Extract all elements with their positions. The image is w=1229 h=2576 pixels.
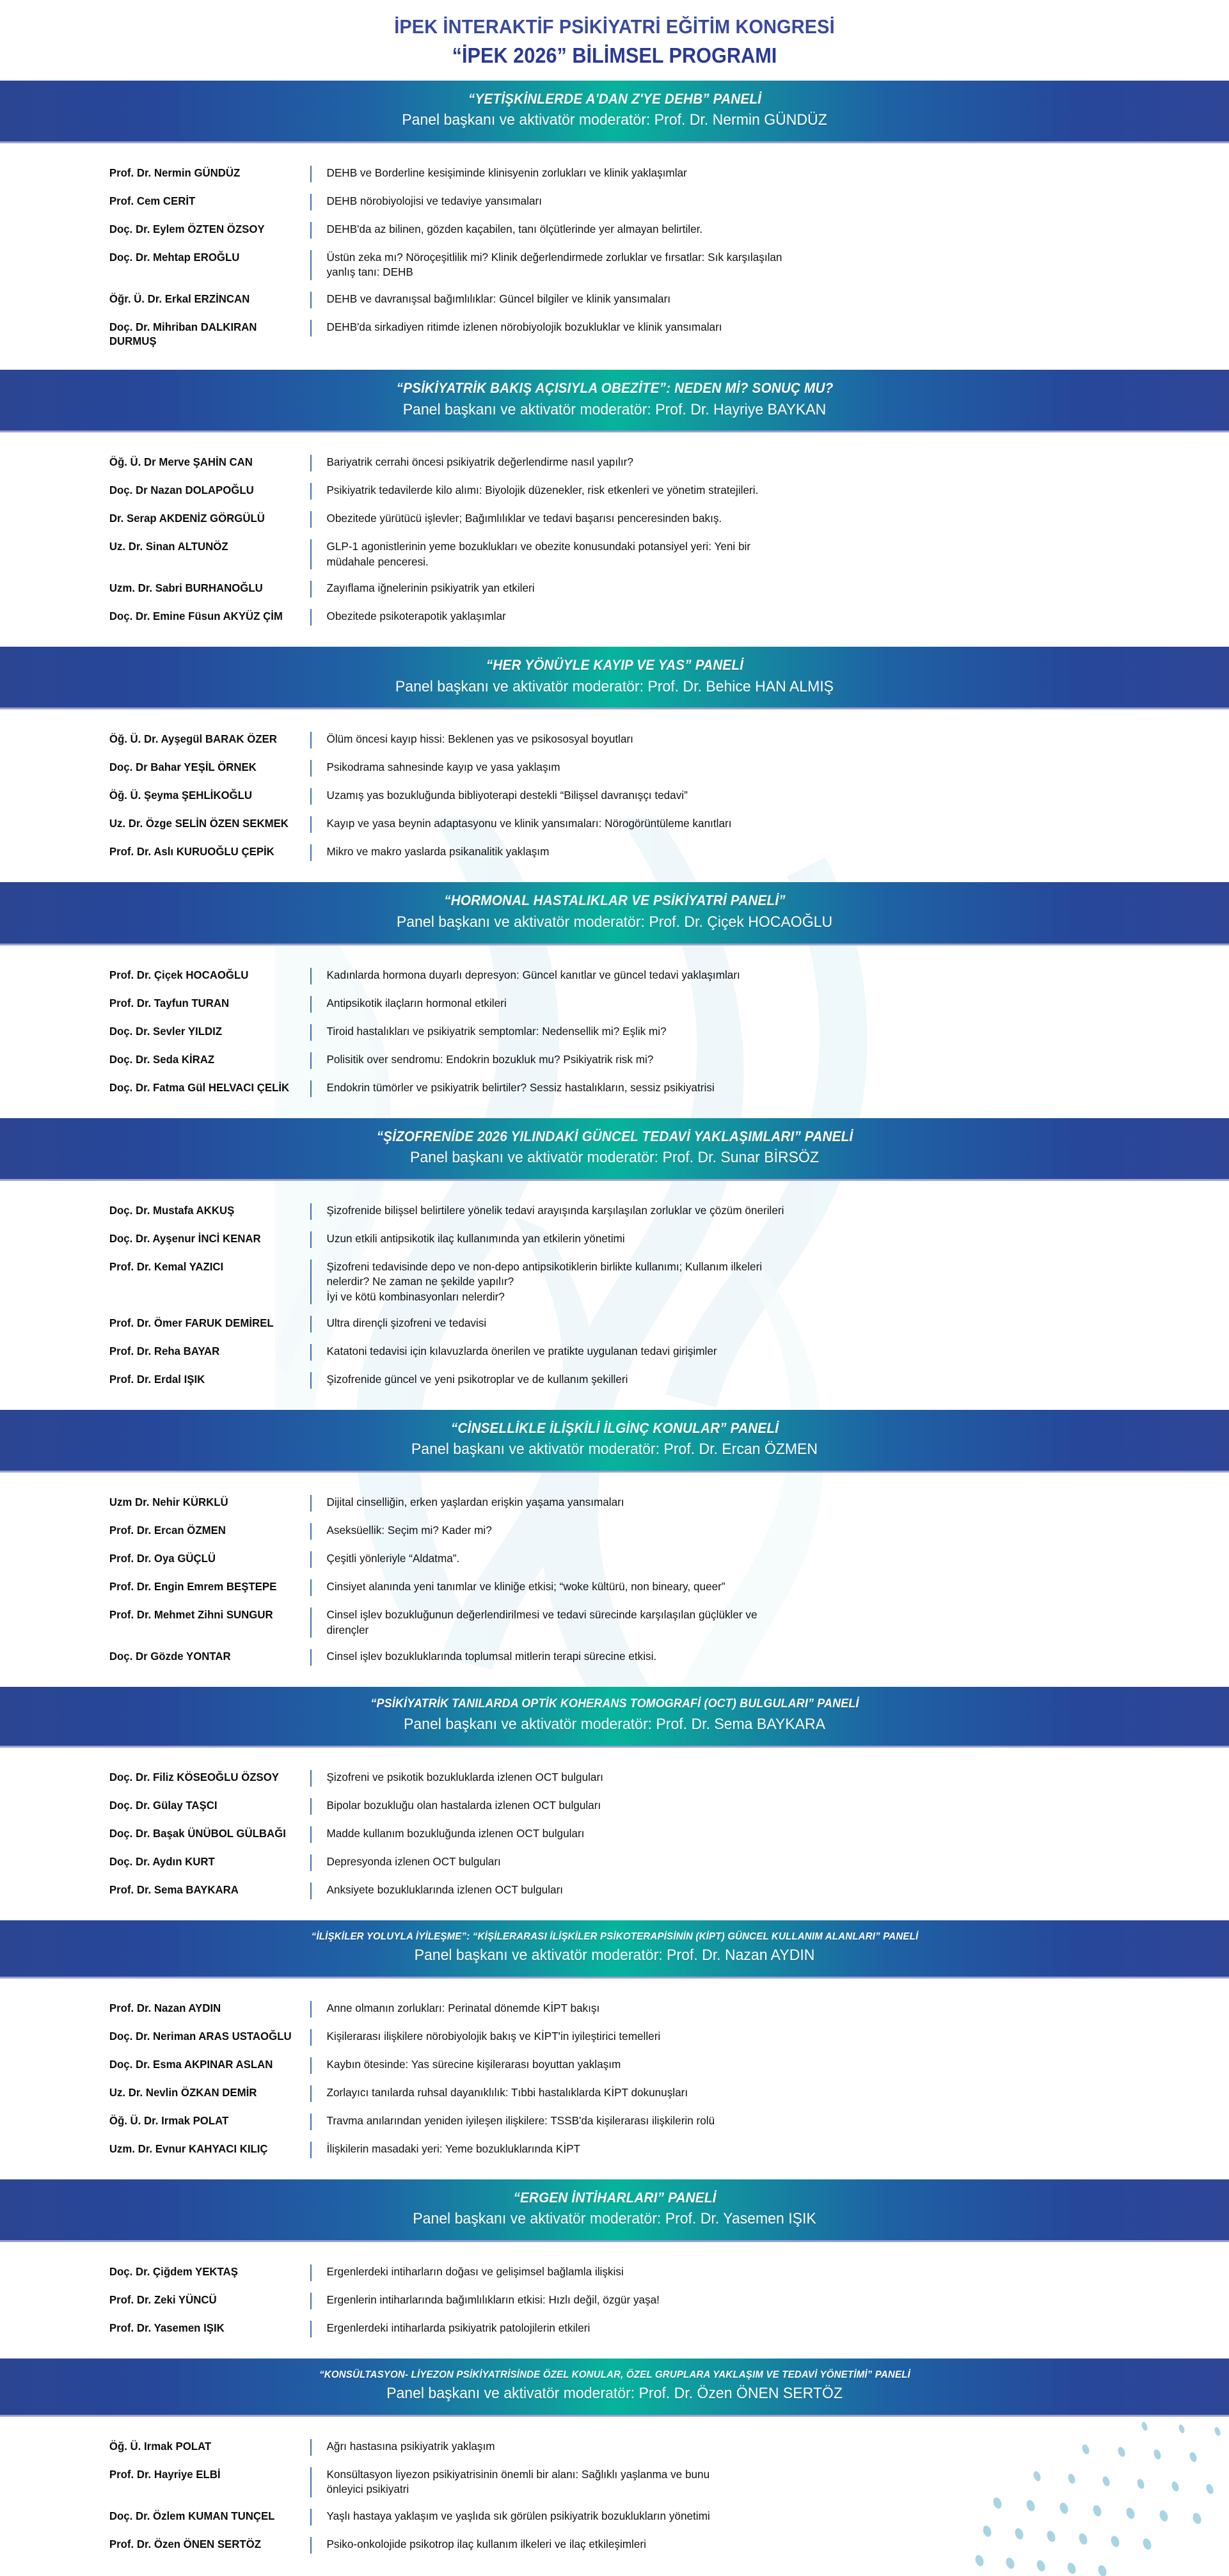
talk-topic — [310, 250, 1210, 280]
talk-topic-line: Psikiyatrik tedavilerde kilo alımı: Biyolojik düzenekler, risk etkenleri ve yönetim stratejileri. — [326, 484, 759, 497]
panel-section — [0, 882, 1229, 1118]
talk-topic-line: Tiroid hastalıkları ve psikiyatrik semptomlar: Nedensellik mi? Eşlik mi? — [326, 1024, 667, 1038]
table-row — [0, 1821, 1229, 1849]
panel-header-band — [0, 882, 1229, 945]
table-row — [0, 754, 1229, 782]
panel-title: “ERGEN İNTİHARLARI” PANELİ — [512, 2189, 717, 2206]
speaker-name: Prof. Dr. Yasemen IŞIK — [109, 2321, 225, 2334]
table-row — [0, 1254, 1229, 1310]
talk-topic — [310, 455, 1210, 471]
table-row — [0, 244, 1229, 286]
speaker-name: Uz. Dr. Özge SELİN ÖZEN SEKMEK — [109, 817, 289, 830]
speaker-name: Doç. Dr Bahar YEŞİL ÖRNEK — [109, 761, 257, 774]
talk-topic-line: önleyici psikiyatri — [326, 2483, 409, 2496]
talk-topic-line: Uzun etkili antipsikotik ilaç kullanımında yan etkilerin yönetimi — [326, 1231, 625, 1245]
speaker-name: Doç. Dr. Neriman ARAS USTAOĞLU — [109, 2029, 292, 2043]
table-row — [0, 2051, 1229, 2080]
talk-topic-line: Anne olmanın zorlukları: Perinatal dönemde KİPT bakışı — [326, 2001, 600, 2014]
speaker-name: Uzm. Dr. Evnur KAHYACI KILIÇ — [109, 2142, 268, 2155]
talk-table — [0, 709, 1229, 882]
speaker-name: Doç. Dr. Emine Füsun AKYÜZ ÇİM — [109, 610, 283, 623]
talk-topic — [310, 1495, 1210, 1512]
speaker-name: Doç. Dr. Mehtap EROĞLU — [109, 250, 240, 264]
talk-topic — [310, 2439, 1210, 2456]
speaker-name: Doç. Dr. Esma AKPINAR ASLAN — [109, 2057, 273, 2071]
panel-header-band — [0, 1410, 1229, 1473]
talk-topic — [310, 2509, 1210, 2525]
talk-topic-line: Şizofreni ve psikotik bozukluklarda izlenen OCT bulguları — [326, 1770, 603, 1783]
panel-moderator: Panel başkanı ve aktivatör moderatör: Prof. Dr. Hayriye BAYKAN — [402, 400, 827, 418]
speaker-name: Doç. Dr. Başak ÜNÜBOL GÜLBAĞI — [109, 1826, 286, 1840]
panel-section — [0, 2179, 1229, 2359]
talk-topic-line: Antipsikotik ilaçların hormonal etkileri — [326, 996, 507, 1009]
table-row — [0, 449, 1229, 477]
talk-topic-line: Kadınlarda hormona duyarlı depresyon: Güncel kanıtlar ve güncel tedavi yaklaşımları — [326, 968, 740, 981]
table-row — [0, 477, 1229, 505]
panel-title: “PSİKİYATRİK BAKIŞ AÇISIYLA OBEZİTE”: NEDEN Mİ? SONUÇ MU? — [396, 380, 833, 397]
speaker-name: Prof. Dr. Mehmet Zihni SUNGUR — [109, 1608, 273, 1622]
talk-topic — [310, 844, 1210, 861]
panel-section — [0, 1687, 1229, 1920]
talk-topic-line: Ağrı hastasına psikiyatrik yaklaşım — [326, 2439, 495, 2453]
speaker-name: Doç. Dr. Sevler YILDIZ — [109, 1024, 223, 1038]
talk-topic-line: Ultra dirençli şizofreni ve tedavisi — [326, 1316, 487, 1330]
talk-topic — [310, 2293, 1210, 2309]
speaker-name: Öğ. Ü. Dr Merve ŞAHİN CAN — [109, 455, 253, 469]
speaker-name: Prof. Dr. Oya GÜÇLÜ — [109, 1552, 216, 1565]
table-row — [0, 2259, 1229, 2287]
panel-moderator: Panel başkanı ve aktivatör moderatör: Prof. Dr. Nazan AYDIN — [414, 1946, 815, 1964]
speaker-name: Prof. Dr. Kemal YAZICI — [109, 1260, 224, 1273]
talk-topic-line: nelerdir? Ne zaman ne şekilde yapılır? — [326, 1275, 514, 1288]
talk-topic-line: Dijital cinselliğin, erken yaşlardan erişkin yaşama yansımaları — [326, 1496, 624, 1509]
panel-section — [0, 1920, 1229, 2179]
speaker-name: Prof. Cem CERİT — [109, 194, 196, 207]
table-row — [0, 1574, 1229, 1602]
talk-topic-line: Depresyonda izlenen OCT bulguları — [326, 1854, 501, 1868]
table-row — [0, 216, 1229, 244]
speaker-name: Prof. Dr. Engin Emrem BEŞTEPE — [109, 1580, 277, 1593]
table-row — [0, 2023, 1229, 2051]
panel-section — [0, 647, 1229, 882]
talk-topic-line: Obezitede psikoterapotik yaklaşımlar — [326, 610, 506, 623]
panel-header-band — [0, 370, 1229, 432]
speaker-name: Doç. Dr. Ayşenur İNCİ KENAR — [109, 1231, 261, 1245]
talk-topic-line: Konsültasyon liyezon psikiyatrisinin önemli bir alanı: Sağlıklı yaşlanma ve bunu — [326, 2467, 710, 2481]
table-row — [0, 2503, 1229, 2531]
congress-title: İPEK İNTERAKTİF PSİKİYATRİ EĞİTİM KONGRESİ — [394, 15, 835, 38]
table-row — [0, 1517, 1229, 1545]
talk-topic-line: DEHB'da sirkadiyen ritimde izlenen nörobiyolojik bozukluklar ve klinik yansımaları — [326, 320, 722, 333]
table-row — [0, 1018, 1229, 1047]
talk-topic-line: Travma anılarından yeniden iyileşen ilişkilere: TSSB'da kişilerarası ilişkilerin rolü — [326, 2114, 715, 2127]
talk-topic — [310, 788, 1210, 805]
panel-moderator: Panel başkanı ve aktivatör moderatör: Prof. Dr. Behice HAN ALMIŞ — [395, 677, 834, 695]
speaker-name: Prof. Dr. Nazan AYDIN — [109, 2001, 221, 2014]
panel-moderator: Panel başkanı ve aktivatör moderatör: Prof. Dr. Ercan ÖZMEN — [411, 1441, 818, 1458]
panel-moderator: Panel başkanı ve aktivatör moderatör: Prof. Dr. Nermin GÜNDÜZ — [402, 111, 827, 129]
table-row — [0, 188, 1229, 216]
talk-topic-line: Obezitede yürütücü işlevler; Bağımlılıklar ve tedavi başarısı penceresinden bakış. — [326, 512, 722, 525]
panel-section — [0, 2359, 1229, 2575]
speaker-name: Doç. Dr. Aydın KURT — [109, 1854, 215, 1868]
table-row — [0, 2531, 1229, 2559]
table-row — [0, 990, 1229, 1018]
talk-topic — [310, 732, 1210, 748]
talk-topic — [310, 1024, 1210, 1041]
speaker-name: Prof. Dr. Ömer FARUK DEMİREL — [109, 1316, 274, 1330]
talk-topic-line: Çeşitli yönleriyle “Aldatma”. — [326, 1552, 460, 1565]
talk-topic — [310, 320, 1210, 336]
table-row — [0, 1877, 1229, 1905]
table-row — [0, 1792, 1229, 1821]
table-row — [0, 1047, 1229, 1075]
talk-topic — [310, 1883, 1210, 1899]
speaker-name: Uzm. Dr. Sabri BURHANOĞLU — [109, 581, 263, 595]
speaker-name: Doç. Dr. Özlem KUMAN TUNÇEL — [109, 2509, 275, 2522]
speaker-name: Doç. Dr. Gülay TAŞCI — [109, 1798, 218, 1812]
speaker-name: Prof. Dr. Hayriye ELBİ — [109, 2467, 221, 2481]
speaker-name: Prof. Dr. Ercan ÖZMEN — [109, 1524, 226, 1537]
speaker-name: Dr. Serap AKDENİZ GÖRGÜLÜ — [109, 512, 265, 525]
panel-header-band — [0, 2179, 1229, 2242]
table-row — [0, 286, 1229, 314]
panel-section — [0, 1410, 1229, 1687]
talk-topic — [310, 1316, 1210, 1332]
talk-table — [0, 2417, 1229, 2575]
talk-topic-line: Üstün zeka mı? Nöroçeşitlilik mi? Klinik değerlendirmede zorluklar ve fırsatlar: Sık karşılaşılan — [326, 250, 782, 264]
talk-topic — [310, 2537, 1210, 2554]
table-row — [0, 1075, 1229, 1103]
talk-topic-line: Uzamış yas bozukluğunda bibliyoterapi destekli “Bilişsel davranışçı tedavi” — [326, 789, 688, 802]
talk-topic-line: Yaşlı hastaya yaklaşım ve yaşlıda sık görülen psikiyatrik bozuklukların yönetimi — [326, 2509, 710, 2522]
talk-topic-line: Ergenlerdeki intiharların doğası ve gelişimsel bağlamla ilişkisi — [326, 2264, 624, 2278]
table-row — [0, 2080, 1229, 2108]
talk-topic — [310, 996, 1210, 1013]
talk-topic — [310, 760, 1210, 777]
talk-topic-line: DEHB ve davranışsal bağımlılıklar: Güncel bilgiler ve klinik yansımaları — [326, 292, 671, 305]
talk-topic — [310, 194, 1210, 210]
talk-topic — [310, 1080, 1210, 1097]
talk-topic — [310, 1260, 1210, 1304]
talk-topic-line: Psikodrama sahnesinde kayıp ve yasa yaklaşım — [326, 761, 560, 774]
table-row — [0, 839, 1229, 867]
talk-topic — [310, 1372, 1210, 1389]
talk-topic — [310, 1203, 1210, 1220]
talk-topic — [310, 2029, 1210, 2046]
talk-topic-line: Cinsel işlev bozukluklarında toplumsal mitlerin terapi sürecine etkisi. — [326, 1650, 657, 1663]
panel-title: “ŞİZOFRENİDE 2026 YILINDAKİ GÜNCEL TEDAVİ YAKLAŞIMLARI” PANELİ — [376, 1128, 853, 1144]
talk-table — [0, 1748, 1229, 1920]
panel-header-band — [0, 1920, 1229, 1979]
speaker-name: Öğ. Ü. Şeyma ŞEHLİKOĞLU — [109, 789, 252, 802]
speaker-name: Doç. Dr. Fatma Gül HELVACI ÇELİK — [109, 1080, 290, 1094]
talk-table — [0, 1979, 1229, 2179]
talk-topic-line: Aseksüellik: Seçim mi? Kader mi? — [326, 1524, 492, 1537]
talk-table — [0, 945, 1229, 1118]
table-row — [0, 2287, 1229, 2315]
talk-topic-line: dirençler — [326, 1623, 369, 1636]
speaker-name: Prof. Dr. Özen ÖNEN SERTÖZ — [109, 2537, 261, 2550]
talk-topic — [310, 2114, 1210, 2130]
table-row — [0, 505, 1229, 533]
speaker-name: Öğ. Ü. Irmak POLAT — [109, 2439, 212, 2453]
speaker-name: Doç. Dr. Mustafa AKKUŞ — [109, 1203, 235, 1217]
talk-topic-line: Zayıflama iğnelerinin psikiyatrik yan etkileri — [326, 581, 535, 595]
talk-topic — [310, 1608, 1210, 1638]
panel-moderator: Panel başkanı ve aktivatör moderatör: Prof. Dr. Özen ÖNEN SERTÖZ — [386, 2385, 843, 2403]
talk-topic — [310, 1344, 1210, 1361]
talk-topic — [310, 539, 1210, 569]
congress-subtitle: “İPEK 2026” BİLİMSEL PROGRAMI — [452, 43, 777, 68]
speaker-name: Doç. Dr. Seda KİRAZ — [109, 1052, 215, 1066]
table-row — [0, 1849, 1229, 1877]
table-row — [0, 1310, 1229, 1338]
table-row — [0, 810, 1229, 839]
panel-header-band — [0, 2359, 1229, 2417]
talk-topic-line: DEHB'da az bilinen, gözden kaçabilen, tanı ölçütlerinde yer almayan belirtiler. — [326, 222, 703, 235]
table-row — [0, 2136, 1229, 2164]
talk-topic-line: Ergenlerin intiharlarında bağımlılıkların etkisi: Hızlı değil, özgür yaşa! — [326, 2293, 660, 2306]
congress-header — [0, 0, 1229, 81]
panel-section — [0, 370, 1229, 647]
table-row — [0, 1226, 1229, 1254]
table-row — [0, 1545, 1229, 1574]
panel-title: “HER YÖNÜYLE KAYIP VE YAS” PANELİ — [486, 657, 743, 674]
table-row — [0, 1366, 1229, 1395]
talk-topic-line: Ölüm öncesi kayıp hissi: Beklenen yas ve psikososyal boyutları — [326, 732, 633, 746]
talk-topic — [310, 1798, 1210, 1815]
talk-topic — [310, 222, 1210, 239]
talk-table — [0, 1181, 1229, 1410]
talk-topic-line: Anksiyete bozukluklarında izlenen OCT bulguları — [326, 1883, 564, 1896]
panel-title: “CİNSELLİKLE İLİŞKİLİ İLGİNÇ KONULAR” PANELİ — [450, 1420, 779, 1437]
talk-table — [0, 432, 1229, 647]
talk-topic-line: Şizofrenide güncel ve yeni psikotroplar ve de kullanım şekilleri — [326, 1373, 628, 1386]
table-row — [0, 1643, 1229, 1671]
panel-title: “KONSÜLTASYON- LİYEZON PSİKİYATRİSİNDE ÖZEL KONULAR, ÖZEL GRUPLARA YAKLAŞIM VE TEDAVİ YÖNETİMİ” PANELİ — [319, 2369, 910, 2380]
talk-topic — [310, 1523, 1210, 1540]
table-row — [0, 1764, 1229, 1792]
talk-topic-line: Madde kullanım bozukluğunda izlenen OCT bulguları — [326, 1826, 585, 1840]
speaker-name: Öğ. Ü. Dr. Irmak POLAT — [109, 2114, 229, 2127]
table-row — [0, 2315, 1229, 2343]
talk-topic-line: Zorlayıcı tanılarda ruhsal dayanıklılık: Tıbbi hastalıklarda KİPT dokunuşları — [326, 2085, 688, 2099]
panel-moderator: Panel başkanı ve aktivatör moderatör: Prof. Dr. Sema BAYKARA — [403, 1715, 826, 1733]
panel-header-band — [0, 647, 1229, 709]
panel-section — [0, 81, 1229, 370]
table-row — [0, 575, 1229, 603]
talk-topic-line: Bariyatrik cerrahi öncesi psikiyatrik değerlendirme nasıl yapılır? — [326, 455, 633, 469]
speaker-name: Uz. Dr. Nevlin ÖZKAN DEMİR — [109, 2085, 257, 2099]
talk-topic-line: İyi ve kötü kombinasyonları nelerdir? — [326, 1290, 505, 1303]
speaker-name: Doç. Dr Nazan DOLAPOĞLU — [109, 484, 254, 497]
table-row — [0, 1489, 1229, 1517]
panel-title: “YETİŞKİNLERDE A'DAN Z'YE DEHB” PANELİ — [468, 90, 761, 107]
panel-list — [0, 81, 1229, 2575]
talk-topic-line: Mikro ve makro yaslarda psikanalitik yaklaşım — [326, 845, 550, 858]
talk-topic-line: Cinsel işlev bozukluğunun değerlendirilmesi ve tedavi sürecinde karşılaşılan güçlükler ve — [326, 1608, 757, 1622]
talk-topic — [310, 816, 1210, 833]
table-row — [0, 314, 1229, 355]
panel-moderator: Panel başkanı ve aktivatör moderatör: Prof. Dr. Yasemen IŞIK — [413, 2210, 816, 2228]
talk-topic-line: GLP-1 agonistlerinin yeme bozuklukları ve obezite konusundaki potansiyel yeri: Yeni bir — [326, 540, 751, 553]
panel-title: “HORMONAL HASTALIKLAR VE PSİKİYATRİ PANELİ” — [443, 892, 786, 909]
talk-topic-line: İlişkilerin masadaki yeri: Yeme bozukluklarında KİPT — [326, 2142, 581, 2155]
talk-topic — [310, 292, 1210, 308]
speaker-name: Prof. Dr. Reha BAYAR — [109, 1345, 220, 1358]
talk-topic — [310, 2264, 1210, 2281]
talk-topic-line: Endokrin tümörler ve psikiyatrik belirtiler? Sessiz hastalıkların, sessiz psikiyatrisi — [326, 1080, 715, 1094]
speaker-name: Doç. Dr. Mihriban DALKIRAN DURMUŞ — [109, 320, 257, 348]
talk-topic-line: Cinsiyet alanında yeni tanımlar ve kliniğe etkisi; “woke kültürü, non bineary, queer” — [326, 1580, 726, 1593]
talk-topic — [310, 968, 1210, 984]
talk-topic — [310, 1770, 1210, 1787]
table-row — [0, 533, 1229, 575]
talk-topic-line: Katatoni tedavisi için kılavuzlarda önerilen ve pratikte uygulanan tedavi girişimler — [326, 1345, 717, 1358]
talk-topic — [310, 2467, 1210, 2497]
speaker-name: Prof. Dr. Erdal IŞIK — [109, 1373, 205, 1386]
panel-moderator: Panel başkanı ve aktivatör moderatör: Prof. Dr. Sunar BİRSÖZ — [410, 1148, 819, 1166]
speaker-name: Prof. Dr. Çiçek HOCAOĞLU — [109, 968, 249, 981]
table-row — [0, 1602, 1229, 1643]
speaker-name: Prof. Dr. Tayfun TURAN — [109, 996, 230, 1009]
table-row — [0, 2108, 1229, 2136]
speaker-name: Doç. Dr. Çiğdem YEKTAŞ — [109, 2264, 238, 2278]
talk-table — [0, 1473, 1229, 1687]
talk-topic — [310, 2085, 1210, 2102]
table-row — [0, 2461, 1229, 2503]
talk-topic-line: Kişilerarası ilişkilere nörobiyolojik bakış ve KİPT'in iyileştirici temelleri — [326, 2029, 661, 2043]
talk-topic-line: DEHB nörobiyolojisi ve tedaviye yansımaları — [326, 194, 542, 207]
talk-topic — [310, 483, 1210, 500]
panel-header-band — [0, 1687, 1229, 1748]
speaker-name: Öğr. Ü. Dr. Erkal ERZİNCAN — [109, 292, 250, 305]
table-row — [0, 1338, 1229, 1366]
talk-topic-line: DEHB ve Borderline kesişiminde klinisyenin zorlukları ve klinik yaklaşımlar — [326, 166, 687, 179]
speaker-name: Öğ. Ü. Dr. Ayşegül BARAK ÖZER — [109, 732, 277, 746]
speaker-name: Doç. Dr. Filiz KÖSEOĞLU ÖZSOY — [109, 1770, 279, 1783]
speaker-name: Uz. Dr. Sinan ALTUNÖZ — [109, 540, 228, 553]
talk-topic — [310, 2142, 1210, 2158]
talk-topic-line: yanlış tanı: DEHB — [326, 265, 413, 279]
talk-topic-line: Bipolar bozukluğu olan hastalarda izlenen OCT bulguları — [326, 1798, 601, 1812]
talk-topic — [310, 1052, 1210, 1069]
speaker-name: Prof. Dr. Zeki YÜNCÜ — [109, 2293, 217, 2306]
speaker-name: Prof. Dr. Nermin GÜNDÜZ — [109, 166, 241, 179]
talk-topic — [310, 166, 1210, 182]
talk-topic-line: Polisitik over sendromu: Endokrin bozukluk mu? Psikiyatrik risk mi? — [326, 1052, 654, 1066]
talk-topic-line: Şizofrenide bilişsel belirtilere yönelik tedavi arayışında karşılaşılan zorluklar ve çözüm önerileri — [326, 1203, 784, 1217]
speaker-name: Uzm Dr. Nehir KÜRKLÜ — [109, 1496, 228, 1509]
table-row — [0, 782, 1229, 810]
talk-topic-line: Kaybın ötesinde: Yas sürecine kişilerarası boyuttan yaklaşım — [326, 2057, 621, 2071]
panel-header-band — [0, 81, 1229, 143]
talk-topic — [310, 1231, 1210, 1248]
panel-title: “İLİŞKİLER YOLUYLA İYİLEŞME”: “KİŞİLERARASI İLİŞKİLER PSİKOTERAPİSİNİN (KİPT) GÜNCEL KULLANIM ALANLARI” PANELİ — [311, 1931, 918, 1942]
talk-topic — [310, 1579, 1210, 1596]
talk-topic-line: Şizofreni tedavisinde depo ve non-depo antipsikotiklerin birlikte kullanımı; Kullanım ilkeleri — [326, 1260, 763, 1273]
table-row — [0, 1197, 1229, 1226]
talk-topic — [310, 609, 1210, 626]
panel-section — [0, 1118, 1229, 1410]
talk-topic — [310, 1826, 1210, 1843]
table-row — [0, 962, 1229, 990]
talk-topic — [310, 1551, 1210, 1568]
talk-table — [0, 2242, 1229, 2359]
talk-topic — [310, 2001, 1210, 2018]
speaker-name: Doç. Dr. Eylem ÖZTEN ÖZSOY — [109, 222, 265, 235]
speaker-name: Prof. Dr. Sema BAYKARA — [109, 1883, 239, 1896]
table-row — [0, 160, 1229, 188]
talk-topic-line: müdahale penceresi. — [326, 555, 429, 568]
panel-header-band — [0, 1118, 1229, 1181]
talk-topic — [310, 1649, 1210, 1666]
panel-title: “PSİKİYATRİK TANILARDA OPTİK KOHERANS TOMOGRAFİ (OCT) BULGULARI” PANELİ — [370, 1697, 859, 1711]
talk-topic — [310, 1854, 1210, 1871]
talk-topic-line: Kayıp ve yasa beynin adaptasyonu ve klinik yansımaları: Nörogörüntüleme kanıtları — [326, 817, 732, 830]
talk-topic-line: Ergenlerdeki intiharlarda psikiyatrik patolojilerin etkileri — [326, 2321, 591, 2334]
talk-topic — [310, 511, 1210, 528]
talk-topic — [310, 581, 1210, 597]
speaker-name: Doç. Dr Gözde YONTAR — [109, 1650, 231, 1663]
talk-table — [0, 143, 1229, 370]
table-row — [0, 726, 1229, 754]
panel-moderator: Panel başkanı ve aktivatör moderatör: Prof. Dr. Çiçek HOCAOĞLU — [396, 913, 833, 931]
talk-topic-line: Psiko-onkolojide psikotrop ilaç kullanım ilkeleri ve ilaç etkileşimleri — [326, 2537, 646, 2550]
table-row — [0, 603, 1229, 631]
table-row — [0, 1995, 1229, 2023]
talk-topic — [310, 2057, 1210, 2074]
speaker-name: Prof. Dr. Aslı KURUOĞLU ÇEPİK — [109, 845, 274, 858]
talk-topic — [310, 2321, 1210, 2337]
table-row — [0, 2433, 1229, 2461]
